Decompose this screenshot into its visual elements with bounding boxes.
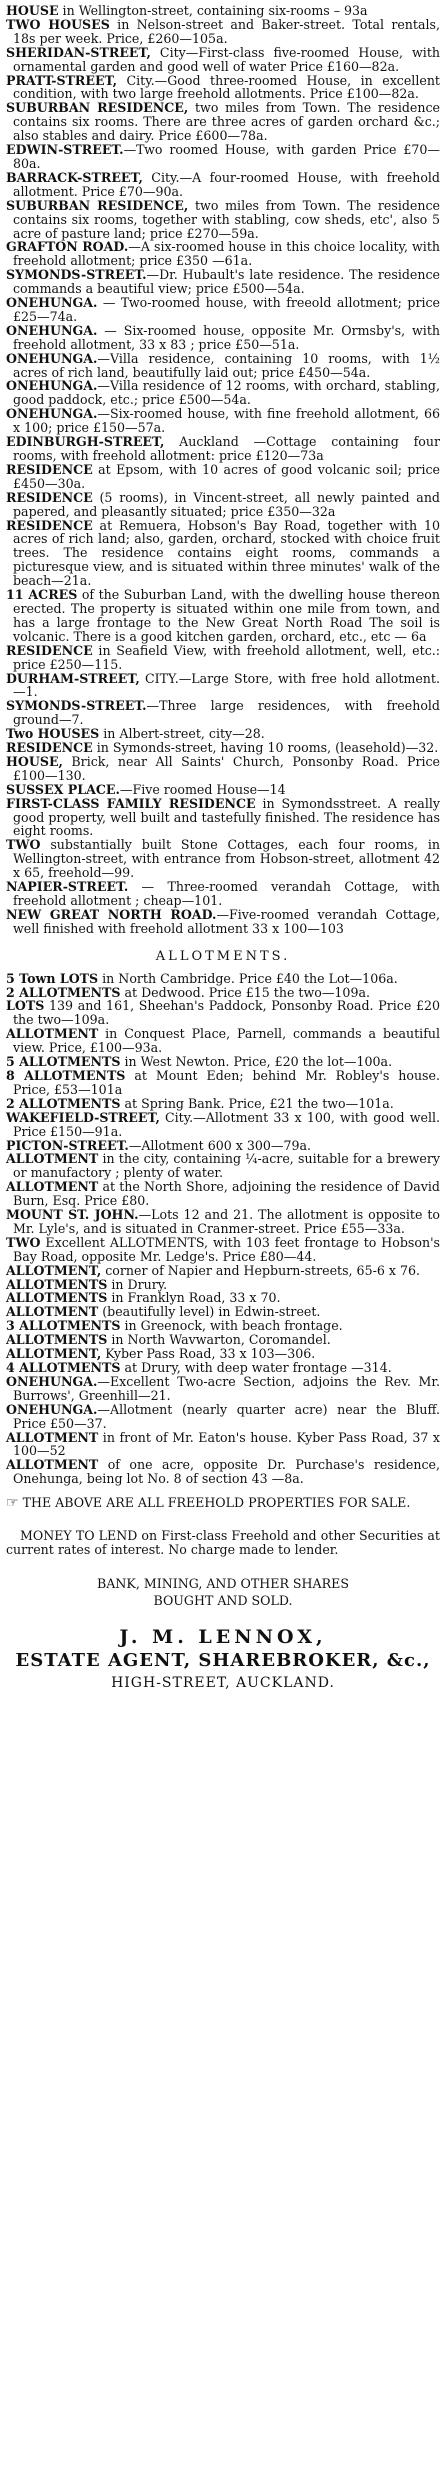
property-listing-text: CITY.—Large Store, with free hold allotment.—1. [13, 670, 440, 700]
allotment-listing [6, 1097, 440, 1111]
property-listing-lead: DURHAM-STREET, [6, 670, 140, 686]
property-listing-text: — Six-roomed house, opposite Mr. Ormsby's, with freehold allotment, 33 x 83 ; price £50—51a. [13, 322, 440, 352]
allotment-listing-lead: 2 ALLOTMENTS [6, 984, 121, 1000]
property-listing-lead: SUBURBAN RESIDENCE, [6, 100, 189, 116]
shares-notice [6, 1575, 440, 1609]
allotment-listing-text: in Conquest Place, Parnell, commands a beautiful view. Price, £100—93a. [13, 1026, 440, 1056]
allotment-listing-lead: ONEHUNGA. [6, 1373, 98, 1389]
property-listing-text: Auckland —Cottage containing four rooms, with freehold allotment: price £120—73a [13, 434, 440, 463]
allotment-listing [6, 1264, 440, 1278]
allotment-listing [6, 1361, 440, 1375]
property-listing [6, 199, 440, 241]
freehold-notice [6, 1496, 440, 1511]
allotment-listing-text: at Spring Bank. Price, £21 the two—101a. [120, 1095, 394, 1111]
property-listing-text: substantially built Stone Cottages, each four rooms, in Wellington-street, with entrance from Hobson-street, allotment 42 x 65, freehold—99. [13, 837, 440, 881]
property-listing [6, 519, 440, 589]
property-listing-lead: SUBURBAN RESIDENCE, [6, 197, 189, 213]
allotment-listing-text: at the North Shore, adjoining the residence of David Burn, Esq. Price £80. [13, 1179, 440, 1209]
property-listing [6, 727, 440, 741]
allotment-listing-lead: ALLOTMENTS [6, 1290, 108, 1306]
allotment-listing-text: 139 and 161, Sheehan's Paddock, Ponsonby Road. Price £20 the two—109a. [13, 998, 440, 1028]
allotment-listing [6, 1375, 440, 1403]
allotment-listing-text: corner of Napier and Hepburn-streets, 65-6 x 76. [101, 1262, 420, 1278]
allotment-listing-lead: 2 ALLOTMENTS [6, 1095, 121, 1111]
property-listing [6, 741, 440, 755]
property-listing [6, 644, 440, 672]
property-listing-text: in Wellington-street, containing six-rooms – 93a [58, 3, 368, 18]
allotment-listing-lead: 3 ALLOTMENTS [6, 1318, 121, 1334]
property-listing-lead: SYMONDS-STREET. [6, 267, 147, 283]
property-listing-text: two miles from Town. The residence contains six rooms. There are three acres of garden orchard &c.; also stables and dairy. Price £600—78a. [13, 100, 440, 144]
property-listing [6, 74, 440, 102]
allotment-listings [6, 972, 440, 1487]
property-listing [6, 296, 440, 324]
property-listing-lead: ONEHUNGA. [6, 406, 98, 422]
property-listing [6, 324, 440, 352]
allotment-listing-text: —Excellent Two-acre Section, adjoins the Rev. Mr. Burrows', Greenhill—21. [13, 1373, 440, 1403]
property-listing [6, 379, 440, 407]
property-listing-lead: ONEHUNGA. [6, 295, 98, 311]
allotment-listing-text: in Franklyn Road, 33 x 70. [107, 1290, 281, 1306]
property-listing [6, 672, 440, 700]
property-listing [6, 143, 440, 171]
property-listing [6, 908, 440, 936]
allotment-listing [6, 999, 440, 1027]
allotment-listing [6, 1055, 440, 1069]
property-listing-lead: ONEHUNGA. [6, 378, 98, 394]
property-listing-text: —Dr. Hubault's late residence. The residence commands a beautiful view; price £500—54a. [13, 267, 440, 297]
allotment-listing-text: at Mount Eden; behind Mr. Robley's house. Price, £53—101a [13, 1067, 440, 1097]
allotment-listing-text: City.—Allotment 33 x 100, with good well. Price £150—91a. [13, 1109, 440, 1139]
property-listing-text: —Two roomed House, with garden Price £70—80a. [13, 142, 440, 171]
allotment-listing-lead: ALLOTMENT [6, 1429, 99, 1445]
allotment-listing-lead: MOUNT ST. JOHN. [6, 1207, 139, 1223]
allotments-heading: ALLOTMENTS. [155, 948, 291, 964]
allotment-listing [6, 1403, 440, 1431]
property-listing-text: — Two-roomed house, with freeold allotment; price £25—74a. [13, 295, 440, 324]
allotment-listing [6, 1027, 440, 1055]
property-listing-text: of the Suburban Land, with the dwelling house thereon erected. The property is situated within one mile from town, and has a large frontage to the New Great North Road The soil is volcanic. There is a good kitchen garden, orchard, etc., etc — 6a [13, 587, 440, 644]
property-listing-lead: ONEHUNGA. [6, 350, 98, 366]
property-listing-text: in Albert-street, city—28. [99, 726, 265, 742]
property-listing [6, 880, 440, 908]
shares-line-2: BOUGHT AND SOLD. [153, 1592, 293, 1608]
allotment-listing-lead: ALLOTMENT [6, 1026, 99, 1042]
property-listing-lead: RESIDENCE [6, 517, 93, 533]
property-listing [6, 46, 440, 74]
property-listing-lead: EDINBURGH-STREET, [6, 434, 165, 450]
property-listing-lead: BARRACK-STREET, [6, 169, 143, 185]
property-listing-lead: PRATT-STREET, [6, 72, 117, 88]
property-listing-lead: HOUSE, [6, 753, 63, 769]
freehold-notice-text: THE ABOVE ARE ALL FREEHOLD PROPERTIES FOR SALE. [18, 1495, 411, 1511]
property-listing-text: in Nelson-street and Baker-street. Total rentals, 18s per week. Price, £260—105a. [13, 16, 440, 46]
allotment-listing [6, 1069, 440, 1097]
allotment-listing-lead: 8 ALLOTMENTS [6, 1067, 126, 1083]
allotment-listing [6, 1305, 440, 1319]
allotment-listing-lead: PICTON-STREET. [6, 1137, 129, 1153]
allotment-listing-lead: 5 Town LOTS [6, 970, 99, 986]
allotment-listing-lead: ALLOTMENT [6, 1304, 99, 1320]
property-listing [6, 755, 440, 783]
allotment-listing [6, 1139, 440, 1153]
property-listing-lead: RESIDENCE [6, 642, 93, 658]
allotment-listing [6, 1208, 440, 1236]
property-listing [6, 838, 440, 880]
allotment-listing [6, 986, 440, 1000]
allotment-listing-lead: TWO [6, 1234, 41, 1250]
property-listing-lead: FIRST-CLASS FAMILY RESIDENCE [6, 795, 256, 811]
pointing-hand-icon: ☞ [6, 1495, 19, 1512]
property-listing-lead: GRAFTON ROAD. [6, 239, 129, 255]
allotment-listing-text: —Allotment 600 x 300—79a. [128, 1137, 312, 1153]
shares-line-1: BANK, MINING, AND OTHER SHARES [97, 1575, 349, 1591]
allotment-listing-text: Excellent ALLOTMENTS, with 103 feet frontage to Hobson's Bay Road, opposite Mr. Ledge's. Price £80—44. [13, 1234, 440, 1264]
property-listing [6, 18, 440, 46]
property-listing [6, 435, 440, 463]
allotment-listing-lead: 5 ALLOTMENTS [6, 1054, 121, 1070]
property-listings [6, 4, 440, 936]
allotment-listing-text: Kyber Pass Road, 33 x 103—306. [101, 1346, 316, 1362]
allotment-listing-lead: ALLOTMENT, [6, 1346, 102, 1362]
property-listing-text: —A six-roomed house in this choice locality, with freehold allotment; price £350 —61a. [13, 239, 440, 269]
allotment-listing [6, 972, 440, 986]
allotment-listing [6, 1291, 440, 1305]
property-listing-lead: SYMONDS-STREET. [6, 698, 147, 714]
property-listing [6, 797, 440, 839]
property-listing-text: City.—Good three-roomed House, in excellent condition, with two large freehold allotments. Price £100—82a. [13, 72, 440, 102]
allotment-listing [6, 1180, 440, 1208]
property-listing [6, 171, 440, 199]
property-listing-text: City.—A four-roomed House, with freehold allotment. Price £70—90a. [13, 169, 440, 199]
allotment-listing-lead: ALLOTMENTS [6, 1332, 108, 1348]
property-listing-lead: SUSSEX PLACE. [6, 781, 120, 797]
allotment-listing-text: in the city, containing ¼-acre, suitable for a brewery or manufactory ; plenty of water. [13, 1151, 440, 1181]
property-listing [6, 407, 440, 435]
allotment-listing-lead: ALLOTMENT, [6, 1262, 102, 1278]
allotment-listing-text: of one acre, opposite Dr. Purchase's residence, Onehunga, being lot No. 8 of section 43 —8a. [13, 1457, 440, 1487]
property-listing [6, 699, 440, 727]
allotment-listing-text: in Greenock, with beach frontage. [120, 1318, 343, 1334]
property-listing-lead: SHERIDAN-STREET, [6, 44, 151, 60]
allotment-listing-lead: ALLOTMENT [6, 1151, 99, 1167]
allotment-listing [6, 1319, 440, 1333]
property-listing-lead: ONEHUNGA. [6, 322, 98, 338]
allotment-listing-lead: 4 ALLOTMENTS [6, 1360, 121, 1375]
allotment-listing-lead: ALLOTMENT [6, 1179, 99, 1195]
property-listing-lead: NAPIER-STREET. [6, 879, 129, 895]
property-listing-text: in Seafield View, with freehold allotment, well, etc.: price £250—115. [13, 642, 440, 672]
allotment-listing-lead: ONEHUNGA. [6, 1401, 98, 1417]
property-listing-text: — Three-roomed verandah Cottage, with freehold allotment ; cheap—101. [13, 879, 440, 908]
property-listing-text: —Five roomed House—14 [119, 781, 286, 797]
property-listing [6, 463, 440, 491]
property-listing-text: —Three large residences, with freehold ground—7. [13, 698, 440, 728]
property-listing-text: in Symonds-street, having 10 rooms, (leasehold)—32. [92, 740, 439, 756]
property-listing-lead: EDWIN-STREET. [6, 142, 124, 158]
property-listing-lead: TWO HOUSES [6, 16, 110, 32]
allotment-listing [6, 1236, 440, 1264]
agent-address: HIGH-STREET, AUCKLAND. [111, 1674, 335, 1691]
allotment-listing [6, 1347, 440, 1361]
allotment-listing [6, 1431, 440, 1459]
property-listing-lead: RESIDENCE [6, 740, 93, 756]
property-listing [6, 588, 440, 644]
allotment-listing [6, 1278, 440, 1292]
property-listing-text: Brick, near All Saints' Church, Ponsonby Road. Price £100—130. [13, 753, 440, 783]
property-listing-lead: HOUSE [6, 3, 59, 18]
property-listing-text: at Remuera, Hobson's Bay Road, together with 10 acres of rich land; also, garden, orchard, stocked with choice fruit trees. The residence contains eight rooms, commands a picturesque view, and is situated within three minutes' walk of the beach—21a. [13, 517, 440, 589]
property-listing-lead: 11 ACRES [6, 587, 78, 603]
money-to-lend-notice: MONEY TO LEND on First-class Freehold and other Securities at current rates of interest. No charge made to lender. [6, 1528, 440, 1557]
allotment-listing-lead: ALLOTMENT [6, 1457, 99, 1473]
property-listing [6, 101, 440, 143]
property-listing-text: two miles from Town. The residence contains six rooms, together with stabling, cow sheds, etc', also 5 acre of pasture land; price £270—59a. [13, 197, 440, 241]
allotment-listing-text: —Lots 12 and 21. The allotment is opposite to Mr. Lyle's, and is situated in Cranmer-street. Price £55—33a. [13, 1207, 440, 1236]
allotment-listing-text: at Dedwood. Price £15 the two—109a. [120, 984, 370, 1000]
allotment-listing-text: in North Cambridge. Price £40 the Lot—106a. [98, 970, 398, 986]
allotment-listing-lead: LOTS [6, 998, 45, 1014]
property-listing-text: —Villa residence of 12 rooms, with orchard, stabling, good paddock, etc.; price £500—54a. [13, 378, 440, 408]
allotment-listing-text: at Drury, with deep water frontage —314. [120, 1360, 392, 1375]
property-listing-text: —Villa residence, containing 10 rooms, with 1½ acres of rich land, beautifully laid out; price £450—54a. [13, 350, 440, 380]
allotment-listing [6, 1152, 440, 1180]
property-listing-text: City—First-class five-roomed House, with ornamental garden and good well of water Price £160—82a. [13, 44, 440, 74]
allotment-listing-text: in front of Mr. Eaton's house. Kyber Pass Road, 37 x 100—52 [13, 1429, 440, 1459]
allotment-listing-lead: WAKEFIELD-STREET, [6, 1109, 160, 1125]
property-listing-lead: TWO [6, 837, 41, 853]
property-listing [6, 783, 440, 797]
allotment-listing-text: in North Wavwarton, Coromandel. [107, 1332, 331, 1348]
allotment-listing-lead: ALLOTMENTS [6, 1276, 108, 1292]
allotment-listing [6, 1458, 440, 1486]
property-listing-text: at Epsom, with 10 acres of good volcanic soil; price £450—30a. [13, 461, 440, 491]
allotment-listing-text: in West Newton. Price, £20 the lot—100a. [120, 1054, 393, 1070]
property-listing-lead: Two HOUSES [6, 726, 100, 742]
property-listing-lead: RESIDENCE [6, 461, 93, 477]
allotment-listing-text: (beautifully level) in Edwin-street. [98, 1304, 321, 1320]
property-listing [6, 4, 440, 18]
agent-name: J. M. LENNOX, [119, 1625, 327, 1648]
property-listing-lead: RESIDENCE [6, 489, 93, 505]
property-listing [6, 240, 440, 268]
allotment-listing-text: in Drury. [107, 1276, 168, 1292]
allotment-listing [6, 1111, 440, 1139]
property-listing-text: (5 rooms), in Vincent-street, all newly painted and papered, and pleasantly situated; price £350—32a [13, 489, 440, 519]
agent-title: ESTATE AGENT, SHAREBROKER, &c., [15, 1649, 431, 1671]
property-listing [6, 491, 440, 519]
property-listing-lead: NEW GREAT NORTH ROAD. [6, 906, 217, 922]
property-listing-text: —Six-roomed house, with fine freehold allotment, 66 x 100; price £150—57a. [13, 406, 440, 436]
property-listing [6, 352, 440, 380]
allotment-listing [6, 1333, 440, 1347]
property-listing [6, 268, 440, 296]
property-listing-text: —Five-roomed verandah Cottage, well finished with freehold allotment 33 x 100—103 [13, 906, 440, 936]
property-listing-text: in Symondsstreet. A really good property, well built and tastefully finished. The residence has eight rooms. [13, 795, 440, 839]
allotment-listing-text: —Allotment (nearly quarter acre) near the Bluff. Price £50—37. [13, 1401, 440, 1431]
